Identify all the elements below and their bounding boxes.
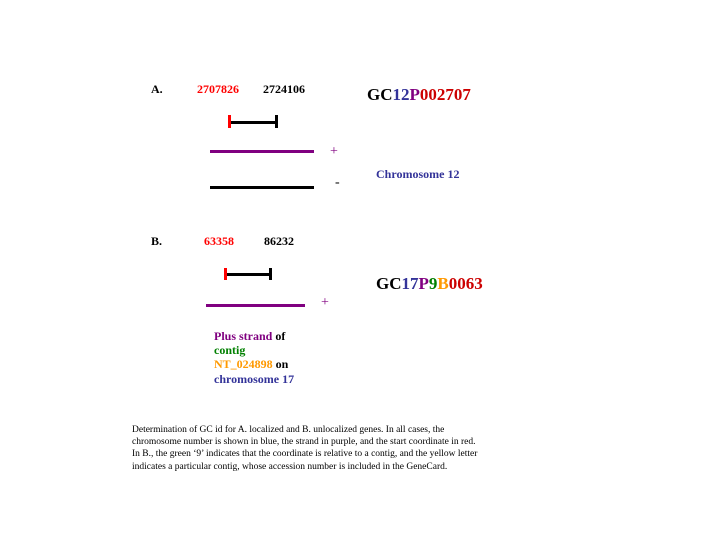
panel-b-gene-bar [225, 273, 272, 276]
panel-b-plus-sign: + [321, 295, 329, 310]
panel-b-plus-strand-line [206, 304, 305, 307]
gc-id-strand: P [409, 85, 420, 104]
legend-strand: Plus strand [214, 329, 273, 343]
legend-accession: NT_024898 [214, 357, 273, 372]
panel-a-gene-end-tick [275, 115, 278, 128]
panel-a-plus-sign: + [330, 144, 338, 159]
figure-caption: Determination of GC id for A. localized and B. unlocalized genes. In all cases, the chromosome number is shown in blue, the strand in purple, and the start coordinate in red. In B., the green ‘9’ indicates that the coordinate is relative to a contig, and the yellow letter indicates a particular contig, whose accession number is included in the GeneCard. [132, 425, 478, 472]
gc-id-chromosome: 17 [401, 274, 419, 293]
panel-a-chromosome-label: Chromosome 12 [376, 167, 460, 181]
gc-id-chromosome: 12 [392, 85, 410, 104]
panel-b-gene-start-tick [224, 268, 227, 280]
panel-b-end-coordinate: 86232 [264, 234, 294, 248]
legend-chromosome: chromosome 17 [214, 371, 295, 386]
gc-id-relative-flag: 9 [428, 274, 438, 293]
panel-a-start-coordinate: 2707826 [197, 82, 239, 96]
panel-b-gc-id [376, 274, 483, 294]
legend-contig: contig [214, 343, 246, 358]
panel-b-legend [214, 329, 334, 386]
gc-id-contig-letter: B [437, 274, 449, 293]
gc-id-prefix: GC [367, 85, 393, 104]
panel-b-start-coordinate: 63358 [204, 234, 234, 248]
legend-of: of [272, 329, 286, 343]
panel-a-plus-strand-line [210, 150, 314, 153]
gc-id-prefix: GC [376, 274, 402, 293]
panel-a-label: A. [151, 82, 163, 96]
gc-id-strand: P [418, 274, 429, 293]
panel-a-gene-start-tick [228, 115, 231, 128]
panel-a-minus-strand-line [210, 186, 314, 189]
panel-a-end-coordinate: 2724106 [263, 82, 305, 96]
panel-a-minus-sign: - [335, 175, 340, 190]
gc-id-coordinate: 0063 [448, 274, 483, 293]
gc-id-coordinate: 002707 [419, 85, 471, 104]
panel-a-gene-bar [229, 121, 277, 124]
legend-on: on [272, 357, 289, 372]
panel-a-gc-id [367, 85, 471, 105]
panel-b-label: B. [151, 234, 163, 248]
panel-b-gene-end-tick [269, 268, 272, 280]
